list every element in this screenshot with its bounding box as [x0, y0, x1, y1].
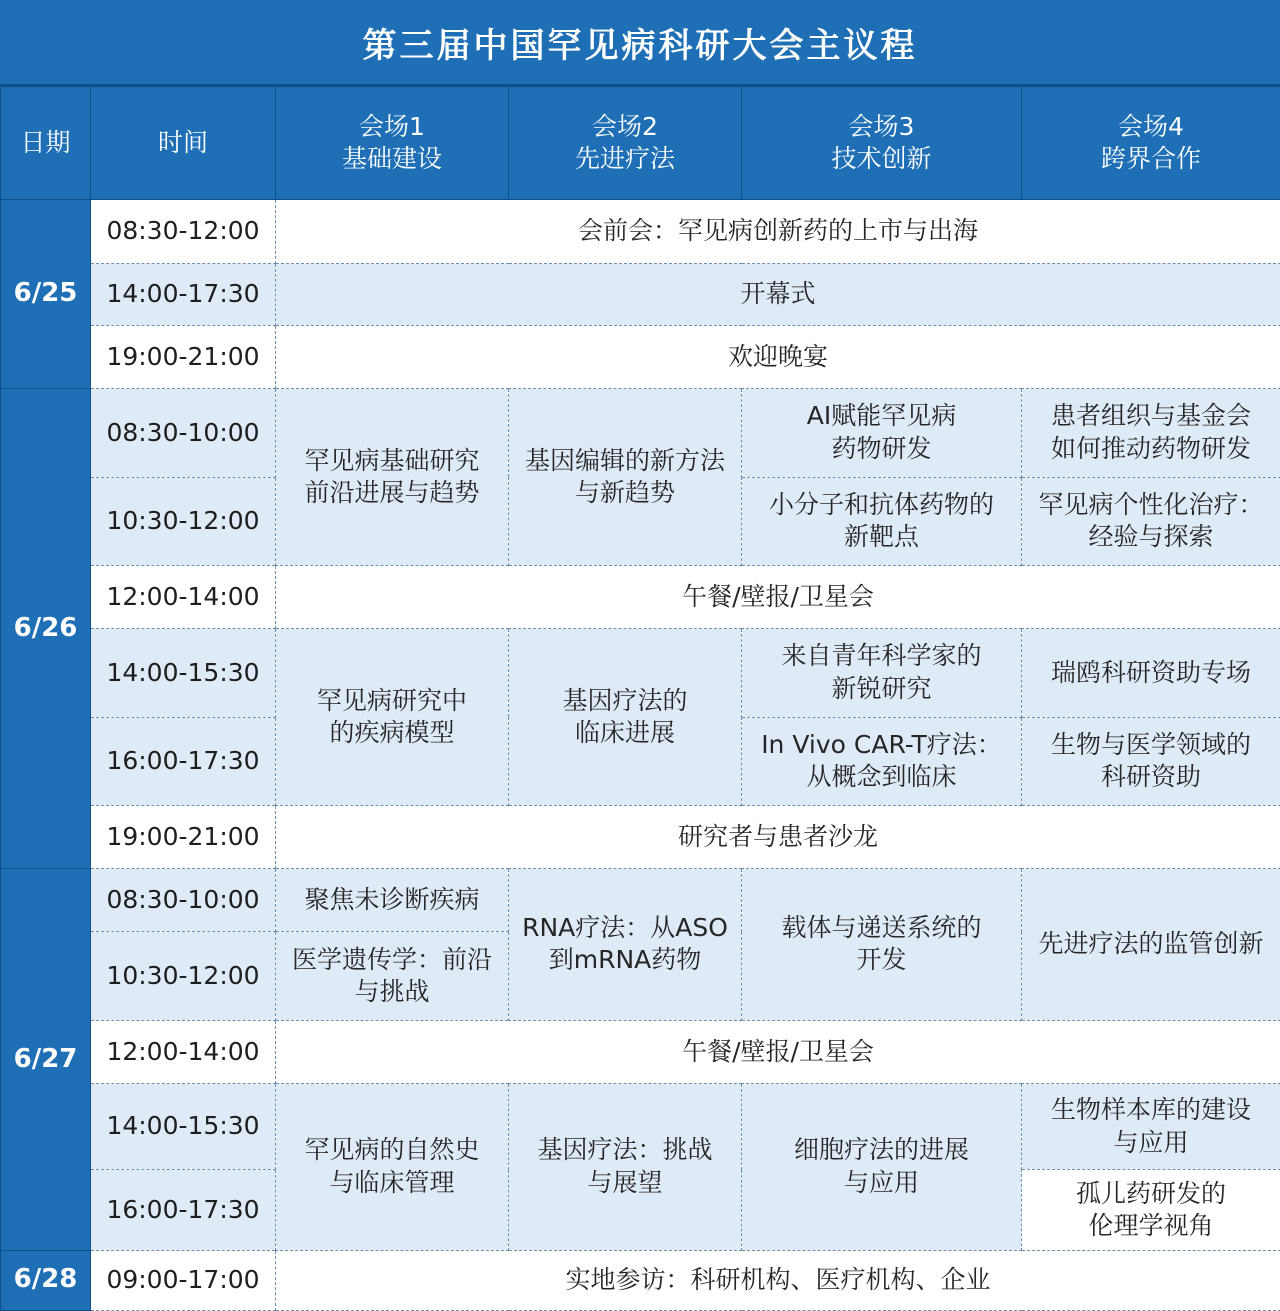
header-time: 时间 — [91, 87, 276, 200]
header-venue-4: 会场4 跨界合作 — [1022, 87, 1280, 200]
session-venue-2: RNA疗法：从ASO 到mRNA药物 — [509, 869, 742, 1021]
time-cell: 14:00-15:30 — [91, 1084, 276, 1170]
session-venue-4: 生物与医学领域的 科研资助 — [1022, 717, 1280, 805]
time-cell: 19:00-21:00 — [91, 325, 276, 388]
session-venue-3: 来自青年科学家的 新锐研究 — [742, 629, 1022, 717]
session-all-venues: 会前会：罕见病创新药的上市与出海 — [276, 200, 1280, 263]
time-cell: 12:00-14:00 — [91, 1020, 276, 1083]
session-all-venues: 欢迎晚宴 — [276, 325, 1280, 388]
table-row — [1, 869, 1280, 932]
session-venue-3: 载体与递送系统的 开发 — [742, 869, 1022, 1021]
table-row — [1, 565, 1280, 628]
header-date: 日期 — [1, 87, 91, 200]
time-cell: 14:00-15:30 — [91, 629, 276, 717]
table-row — [1, 389, 1280, 477]
time-cell: 16:00-17:30 — [91, 717, 276, 805]
time-cell: 08:30-12:00 — [91, 200, 276, 263]
session-venue-4: 孤儿药研发的 伦理学视角 — [1022, 1170, 1280, 1250]
table-row — [1, 263, 1280, 325]
table-row — [1, 200, 1280, 263]
session-all-venues: 研究者与患者沙龙 — [276, 805, 1280, 868]
session-venue-1: 罕见病基础研究 前沿进展与趋势 — [276, 389, 509, 566]
session-venue-2: 基因疗法：挑战 与展望 — [509, 1084, 742, 1251]
header-venue-1: 会场1 基础建设 — [276, 87, 509, 200]
session-venue-2: 基因编辑的新方法 与新趋势 — [509, 389, 742, 566]
session-venue-3: In Vivo CAR-T疗法： 从概念到临床 — [742, 717, 1022, 805]
session-venue-3: AI赋能罕见病 药物研发 — [742, 389, 1022, 477]
table-row — [1, 1020, 1280, 1083]
session-venue-2: 基因疗法的 临床进展 — [509, 629, 742, 806]
session-venue-1: 医学遗传学：前沿 与挑战 — [276, 932, 509, 1020]
table-row — [1, 805, 1280, 868]
session-all-venues: 开幕式 — [276, 263, 1280, 325]
time-cell: 08:30-10:00 — [91, 869, 276, 932]
session-venue-4: 罕见病个性化治疗： 经验与探索 — [1022, 477, 1280, 565]
time-cell: 09:00-17:00 — [91, 1250, 276, 1310]
date-cell-0627: 6/27 — [1, 869, 91, 1251]
header-venue-3: 会场3 技术创新 — [742, 87, 1022, 200]
session-venue-1: 罕见病的自然史 与临床管理 — [276, 1084, 509, 1251]
session-all-venues: 午餐/壁报/卫星会 — [276, 565, 1280, 628]
date-cell-0625: 6/25 — [1, 200, 91, 389]
session-venue-1: 罕见病研究中 的疾病模型 — [276, 629, 509, 806]
session-venue-1: 聚焦未诊断疾病 — [276, 869, 509, 932]
date-cell-0628: 6/28 — [1, 1250, 91, 1310]
table-row — [1, 629, 1280, 717]
session-all-venues: 实地参访：科研机构、医疗机构、企业 — [276, 1250, 1280, 1310]
table-row — [1, 325, 1280, 388]
time-cell: 16:00-17:30 — [91, 1170, 276, 1250]
page-title: 第三届中国罕见病科研大会主议程 — [0, 0, 1280, 86]
time-cell: 10:30-12:00 — [91, 932, 276, 1020]
session-venue-4: 瑞鸥科研资助专场 — [1022, 629, 1280, 717]
time-cell: 08:30-10:00 — [91, 389, 276, 477]
time-cell: 19:00-21:00 — [91, 805, 276, 868]
table-row — [1, 1084, 1280, 1170]
time-cell: 14:00-17:30 — [91, 263, 276, 325]
date-cell-0626: 6/26 — [1, 389, 91, 869]
time-cell: 10:30-12:00 — [91, 477, 276, 565]
session-venue-3: 细胞疗法的进展 与应用 — [742, 1084, 1022, 1251]
time-cell: 12:00-14:00 — [91, 565, 276, 628]
session-venue-4: 先进疗法的监管创新 — [1022, 869, 1280, 1021]
session-venue-3: 小分子和抗体药物的 新靶点 — [742, 477, 1022, 565]
header-venue-2: 会场2 先进疗法 — [509, 87, 742, 200]
session-all-venues: 午餐/壁报/卫星会 — [276, 1020, 1280, 1083]
header-row — [1, 87, 1280, 200]
agenda-table — [0, 86, 1280, 1311]
session-venue-4: 生物样本库的建设 与应用 — [1022, 1084, 1280, 1170]
table-row — [1, 1250, 1280, 1310]
session-venue-4: 患者组织与基金会 如何推动药物研发 — [1022, 389, 1280, 477]
